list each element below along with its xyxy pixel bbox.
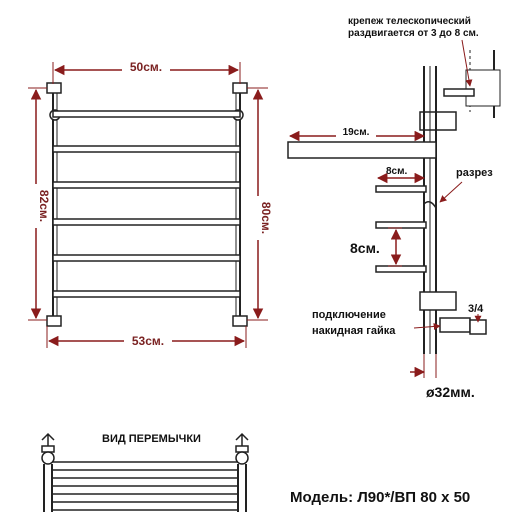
- rung: [53, 182, 240, 188]
- arm-middle: [376, 222, 426, 228]
- left-bottom-cap: [47, 316, 61, 326]
- label-thread: 3/4: [468, 303, 484, 315]
- model-label: Модель: Л90*/ВП 80 х 50: [290, 489, 471, 506]
- dim-top-width: 50см.: [129, 60, 163, 74]
- label-connection-line1: подключение: [312, 309, 386, 321]
- dim-bottom-width: 53см.: [131, 334, 165, 348]
- thread-fitting: [470, 320, 486, 334]
- rung: [53, 255, 240, 261]
- arm-upper: [376, 186, 426, 192]
- bridge-view: [42, 433, 248, 512]
- wall-plate: [466, 70, 500, 106]
- left-top-fitting: [42, 446, 54, 452]
- rung: [53, 111, 240, 117]
- rung: [53, 219, 240, 225]
- dim-depth: 19см.: [342, 127, 370, 138]
- arm-lower: [376, 266, 426, 272]
- note-telescopic-line1: крепеж телескопический: [348, 16, 471, 27]
- rung: [53, 146, 240, 152]
- label-connection-line2: накидная гайка: [312, 325, 396, 337]
- dim-offset: 8см.: [386, 166, 408, 177]
- bottom-clamp: [420, 292, 456, 310]
- right-wing-nut: [236, 434, 248, 446]
- left-wing-nut: [42, 434, 54, 446]
- bracket-arm: [444, 89, 474, 96]
- right-bottom-cap: [233, 316, 247, 326]
- top-arm: [288, 142, 436, 158]
- dim-right-height: 80см.: [259, 201, 273, 235]
- front-view: [28, 58, 273, 349]
- top-clamp: [420, 112, 456, 130]
- label-section: разрез: [456, 167, 493, 179]
- bridge-view-title: ВИД ПЕРЕМЫЧКИ: [102, 433, 201, 445]
- left-top-cap: [47, 83, 61, 93]
- side-view: [288, 16, 500, 400]
- union-nut: [440, 318, 470, 332]
- label-diameter: ø32мм.: [426, 384, 475, 400]
- right-top-cap: [233, 83, 247, 93]
- dim-spacing: 8см.: [350, 240, 380, 256]
- right-top-fitting: [236, 446, 248, 452]
- note-telescopic-line2: раздвигается от 3 до 8 см.: [348, 28, 479, 39]
- section-leader: [440, 182, 462, 202]
- dim-left-height: 82см.: [37, 189, 51, 223]
- rung: [53, 291, 240, 297]
- rungs: [53, 111, 240, 297]
